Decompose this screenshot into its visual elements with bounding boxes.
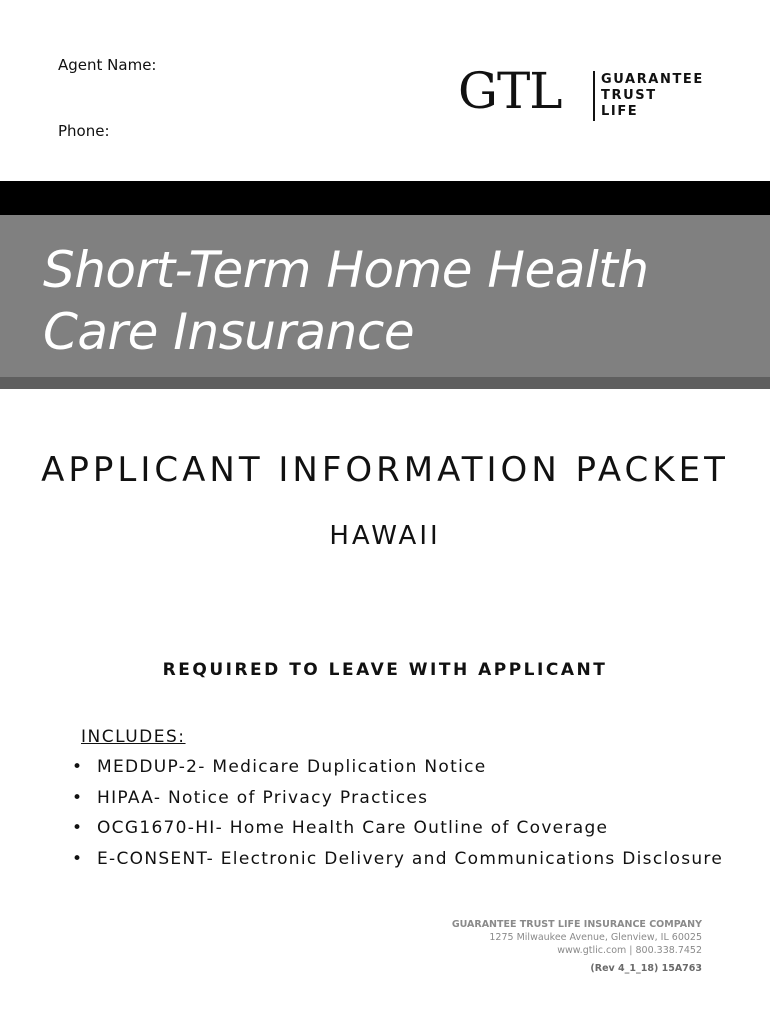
bullet-icon: • <box>72 818 84 838</box>
footer-contact: www.gtlic.com | 800.338.7452 <box>557 945 702 956</box>
banner-bottom-stripe <box>0 377 770 389</box>
list-item <box>72 757 723 788</box>
logo-word: LIFE <box>601 104 639 119</box>
includes-list <box>72 757 723 879</box>
product-title-line: Short-Term Home Health <box>43 241 649 299</box>
required-notice: REQUIRED TO LEAVE WITH APPLICANT <box>162 660 608 680</box>
bullet-icon: • <box>72 848 84 869</box>
list-item-text: OCG1670-HI- Home Health Care Outline of Coverage <box>97 818 609 838</box>
agent-phone-label: Phone: <box>58 122 110 140</box>
footer-revision: (Rev 4_1_18) 15A763 <box>590 963 702 974</box>
list-item-text: E-CONSENT- Electronic Delivery and Communications Disclosure <box>97 848 724 869</box>
list-item <box>72 849 723 880</box>
includes-label: INCLUDES: <box>81 727 186 747</box>
logo-word: TRUST <box>601 88 657 103</box>
title-banner <box>0 215 770 377</box>
bullet-icon: • <box>72 757 84 777</box>
banner-top-stripe <box>0 181 770 215</box>
bullet-icon: • <box>72 787 84 808</box>
company-footer <box>452 918 702 975</box>
list-item <box>72 818 723 849</box>
logo-divider <box>593 71 595 121</box>
footer-company: GUARANTEE TRUST LIFE INSURANCE COMPANY <box>451 919 702 930</box>
logo-word: GUARANTEE <box>601 72 704 87</box>
list-item-text: HIPAA- Notice of Privacy Practices <box>97 787 429 808</box>
state-name: HAWAII <box>329 521 441 551</box>
agent-name-label: Agent Name: <box>58 56 157 74</box>
logo-mark: GTL <box>458 62 562 120</box>
list-item-text: MEDDUP-2- Medicare Duplication Notice <box>97 757 487 777</box>
logo-words <box>601 72 704 120</box>
product-title <box>43 239 649 363</box>
packet-title: APPLICANT INFORMATION PACKET <box>41 450 729 490</box>
product-title-line: Care Insurance <box>43 303 415 361</box>
footer-address: 1275 Milwaukee Avenue, Glenview, IL 60025 <box>489 932 702 943</box>
list-item <box>72 788 723 819</box>
